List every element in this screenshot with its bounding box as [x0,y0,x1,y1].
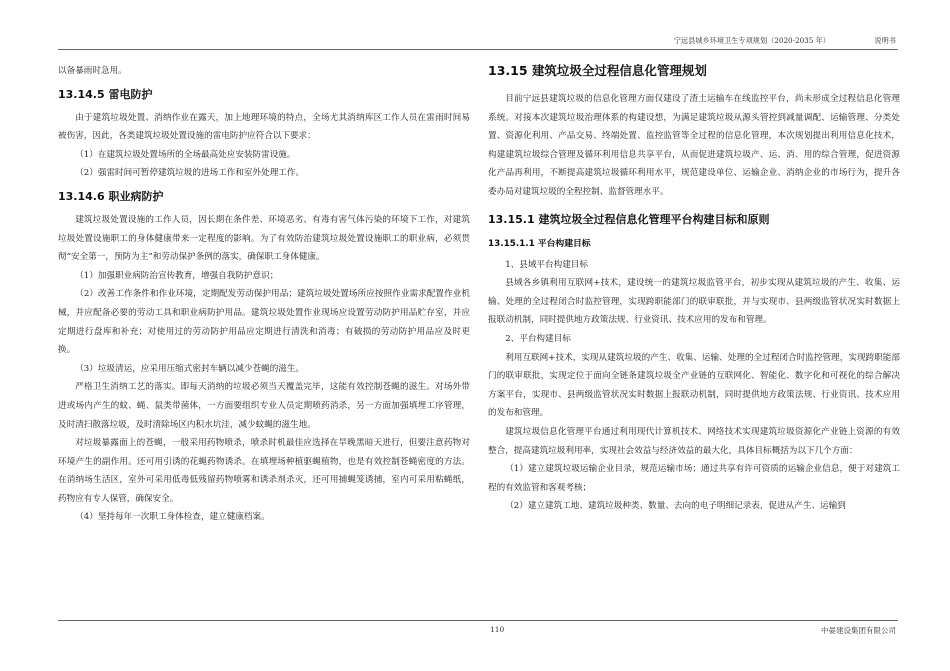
paragraph: 由于建筑垃圾处置、消纳作业在露天，加上地理环境的特点，全场尤其消纳库区工作人员在雷雨时间易被伤害，因此，各类建筑垃圾处置设施的雷电防护应符合以下要求： [58,112,470,142]
subsubsection-heading: 13.15.1.1 平台构建目标 [488,238,591,249]
lead-in-text: 以备暴雨时急用。 [58,66,127,76]
right-column [488,62,900,516]
section-heading-occupational: 13.14.6 职业病防护 [58,189,164,203]
paragraph: 目前宁远县建筑垃圾的信息化管理方面仅建设了渣土运输车在线监控平台，尚未形成全过程信息化管理系统。对接本次建筑垃圾治理体系的构建设想，为满足建筑垃圾从源头管控到减量调配、运输管理、分类处置、资源化利用、产品交易、终端处置、监控监管等全过程的信息化管理，本次规划提出利用信息化技术，构建建筑垃圾综合管理及循环利用信息共享平台，从而促进建筑垃圾产、运、消、用的综合管理，促进资源化产品再利用，不断提高建筑垃圾循环利用水平，规范建设单位、运输企业、消纳企业的市场行为，提升各委办局对建筑垃圾的全程控制、监督管理水平。 [488,94,900,197]
list-label: 1、县域平台构建目标 [505,259,588,270]
list-item: （2）强雷时间可暂停建筑垃圾的进场工作和室外处理工作。 [75,168,305,179]
list-item: （3）垃圾清运，应采用压缩式密封车辆以减少苍蝇的滋生。 [75,363,305,374]
subsection-heading: 13.15.1 建筑垃圾全过程信息化管理平台构建目标和原则 [488,212,770,226]
document-type: 说明书 [874,36,896,45]
paragraph: 严格卫生消纳工艺的落实。即每天消纳的垃圾必须当天覆盖完毕，这能有效控制苍蝇的滋生。对场外带进或场内产生的蚊、蝇、鼠类带菌体，一方面要组织专业人员定期喷药消杀，另一方面加强填埋工序管理，及时清扫散落垃圾，及时清除场区内积水坑洼，减少蚊蝇的滋生地。 [58,382,470,430]
page-header [58,34,898,50]
section-heading-lightning: 13.14.5 雷电防护 [58,87,153,101]
document-title: 宁远县城乡环境卫生专项规划（2020-2035 年） [673,36,830,45]
list-label: 2、平台构建目标 [505,333,571,344]
publisher-name: 中晏建设集团有限公司 [821,626,896,635]
list-item: （4）坚持每年一次职工身体检查，建立健康档案。 [75,512,270,523]
list-item: （1）加强职业病防治宣传教育，增强自我防护意识； [75,270,279,281]
list-item: （2）建立建筑工地、建筑垃圾种类、数量、去向的电子明细记录表，促进从产生、运输到 [505,501,846,512]
main-section-heading: 13.15 建筑垃圾全过程信息化管理规划 [488,63,707,78]
list-item: （1）在建筑垃圾处置场所的全场最高处应安装防雷设施。 [75,149,296,160]
page-number: 110 [490,625,505,634]
list-item: （1）建立建筑垃圾运输企业目录，规范运输市场；通过共享有许可资质的运输企业信息，便于对建筑工程的有效监管和客观考核； [488,464,900,493]
page-footer [58,620,898,634]
left-column [58,62,470,527]
paragraph: 县域各乡镇利用互联网+技术，建设统一的建筑垃圾监管平台，初步实现从建筑垃圾的产生、收集、运输、处理的全过程闭合时监控管理，实现跨职能部门的联审联批，并与实现市、县两级监管状况实时数据上报联动机制，同时提供地方政策法规、行业资讯、技术应用的发布和管理。 [488,278,900,326]
list-item: （2）改善工作条件和作业环境，定期配发劳动保护用品；建筑垃圾处置场所应按照作业需求配置作业机械，并应配备必要的劳动工具和职业病防护用品。建筑垃圾处置作业现场应设置劳动防护用品贮存室，并应定期进行盘库和补充；对使用过的劳动防护用品应定期进行清洗和消毒；有破损的劳动防护用品应及时更换。 [58,289,470,356]
paragraph: 建筑垃圾信息化管理平台通过利用现代计算机技术、网络技术实现建筑垃圾资源化产业链上资源的有效整合，提高建筑垃圾利用率，实现社会效益与经济效益的最大化，具体目标概括为以下几个方面： [488,426,900,456]
paragraph: 利用互联网+技术，实现从建筑垃圾的产生、收集、运输、处理的全过程闭合时监控管理，实现跨职能部门的联审联批，实现定位于面向全链条建筑垃圾全产业链的互联网化、智能化、数字化和可视化的综合解决方案平台，实现市、县两级监管状况实时数据上报联动机制，同时提供地方政策法规、行业资讯、技术应用的发布和管理。 [488,352,900,419]
paragraph: 对垃圾暴露面上的苍蝇，一般采用药物喷杀，喷杀时机最佳应选择在旱晚黑暗天进行，但要注意药物对环境产生的副作用。还可用引诱的花蝇药物诱杀。在填埋场种植驱蝇植物，也是有效控制苍蝇密度的方法。在消纳场生活区，室外可采用低毒低残留药物喷雾和诱杀剂杀灭，还可用捕蝇笼诱捕，室内可采用粘蝇纸，药物应有专人保管，确保安全。 [58,438,470,504]
paragraph: 建筑垃圾处置设施的工作人员，因长期在条件差、环境恶劣、有毒有害气体污染的环境下工作，对建筑垃圾处置设施职工的身体健康带来一定程度的影响。为了有效防治建筑垃圾处置设施职工的职业病，必须贯彻“安全第一，预防为主”和劳动保护条例的落实，确保职工身体健康。 [58,214,470,263]
